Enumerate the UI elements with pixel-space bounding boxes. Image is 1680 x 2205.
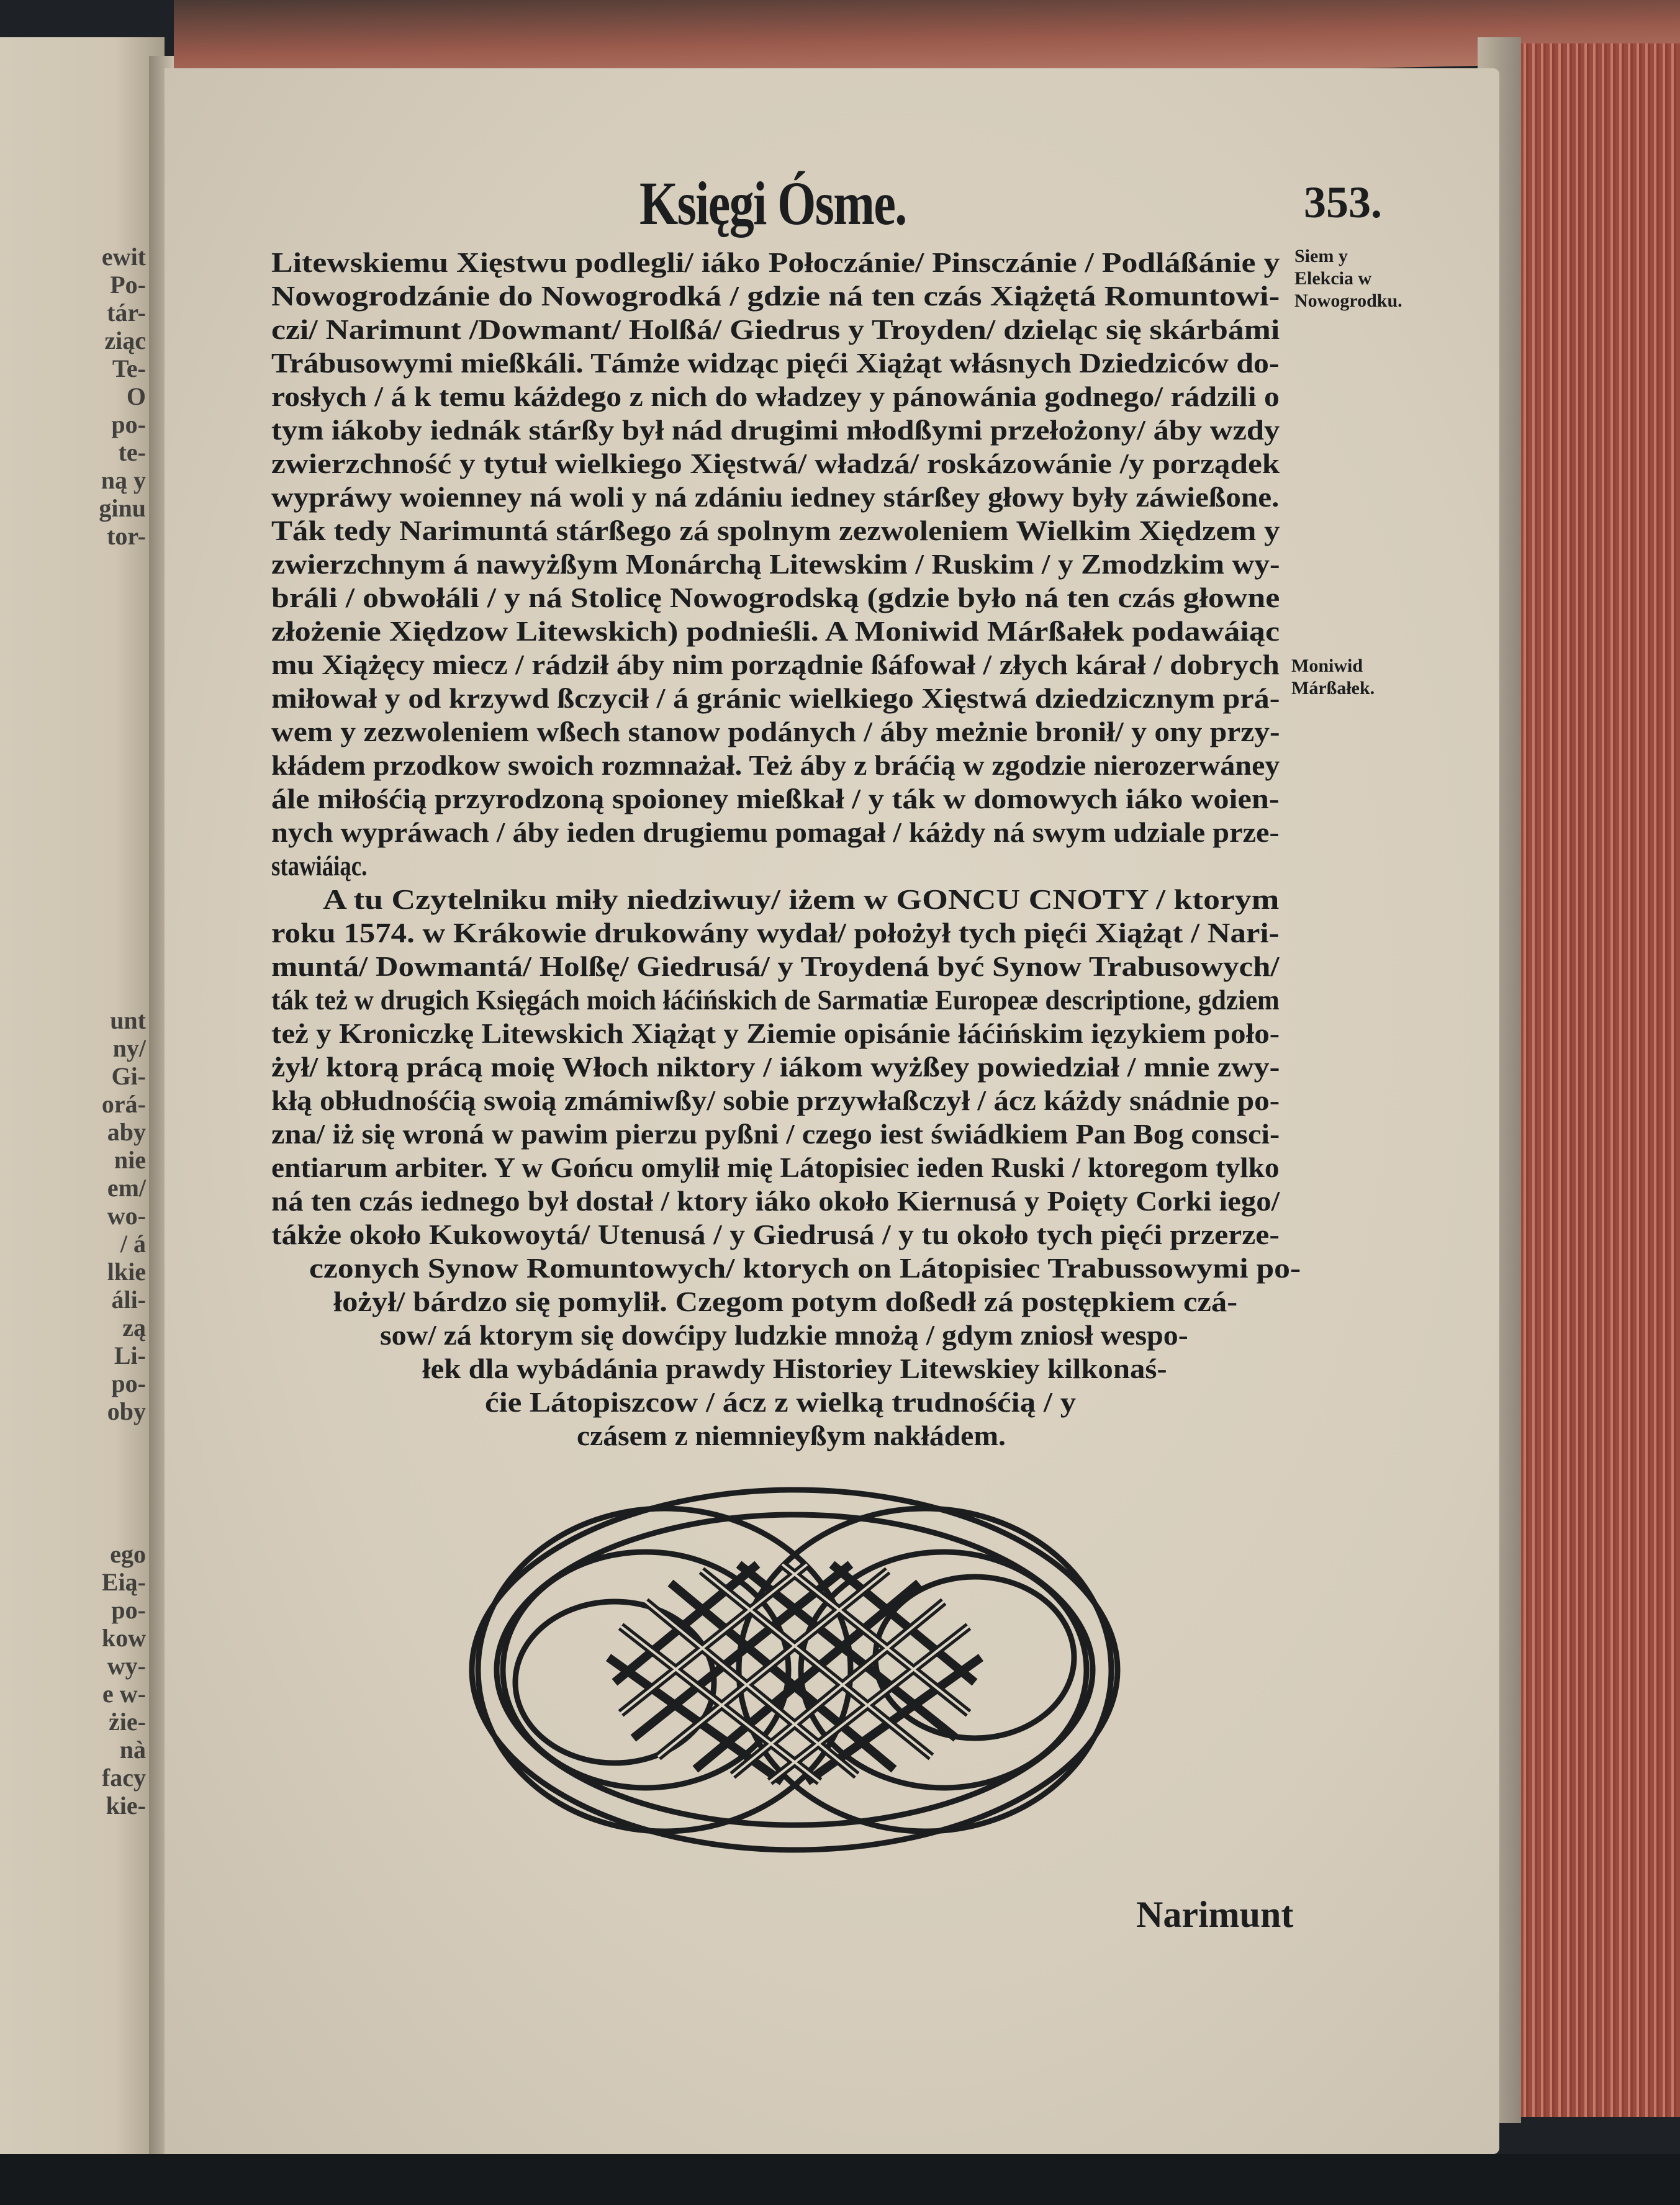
left-page-fragment: orá- <box>101 1090 146 1118</box>
text-line: bráli / obwołáli / y ná Stolicę Nowogrodską (gdzie było ná ten czás głowne <box>271 582 1280 613</box>
left-page-fragment: oby <box>107 1397 146 1425</box>
margin-note: Siem y Elekcia w Nowogrodku. <box>1294 246 1402 311</box>
left-page-fragment: O <box>126 382 146 410</box>
left-page-fragment: ną y <box>101 466 146 494</box>
left-page-fragment: unt <box>110 1006 146 1034</box>
left-page-fragment: áli- <box>111 1286 146 1314</box>
left-page-fragment: kie- <box>106 1792 146 1819</box>
left-page-fragment: te- <box>118 438 146 466</box>
text-line: muntá/ Dowmantá/ Holßę/ Giedrusá/ y Troydená być Synow Trabusowych/ <box>271 950 1280 982</box>
left-page-fragment: / á <box>120 1230 146 1258</box>
catchword: Narimunt <box>1136 1894 1294 1935</box>
left-page-fragment: ewit <box>101 243 146 271</box>
left-page-fragment: Po- <box>110 271 146 299</box>
left-page-fragment: Gi- <box>111 1062 146 1090</box>
text-line: tákże około Kukowoytá/ Utenusá / y Giedrusá / y tu około tych pięći przerze- <box>271 1219 1280 1250</box>
text-line: Litewskiemu Xięstwu podlegli/ iáko Połoczánie/ Pinsczánie / Podláßánie y <box>271 246 1280 278</box>
text-line: roku 1574. w Krákowie drukowány wydał/ położył tych pięći Xiążąt / Nari- <box>271 917 1280 949</box>
left-page-fragment: ny/ <box>112 1034 146 1062</box>
text-line: entiarum arbiter. Y w Gońcu omylił mię Látopisiec ieden Ruski / ktoregom tylko <box>271 1152 1280 1183</box>
left-page-fragment: ego <box>110 1540 146 1568</box>
text-line: zwierzchnym á nawyżßym Monárchą Litewskim / Ruskim / y Zmodzkim wy- <box>271 548 1280 580</box>
text-line: łek dla wybádánia prawdy Historiey Litewskiey kilkonaś- <box>422 1353 1167 1384</box>
left-page-fragment: tor- <box>107 522 146 550</box>
left-page-fragment: e w- <box>102 1680 146 1708</box>
text-line: złożenie Xiędzow Litewskich) podnieśli. A Moniwid Márßałek podawáiąc <box>271 615 1280 647</box>
text-line: miłował y od krzywd ßczycił / á gránic wielkiego Xięstwá dziedzicznym prá- <box>271 682 1280 714</box>
text-line: Nowogrodzánie do Nowogrodká / gdzie ná ten czás Xiążętá Romuntowi- <box>271 280 1280 312</box>
left-page-fragment: po- <box>111 1369 146 1397</box>
left-page-fragment: żie- <box>109 1708 146 1736</box>
text-line: ták też w drugich Księgách moich łáćińskich de Sarmatiæ Europeæ descriptione, gdziem <box>271 984 1280 1016</box>
left-page-fragment: Li- <box>114 1341 146 1369</box>
left-page-fragment: em/ <box>107 1174 146 1202</box>
left-page-fragment: Eią- <box>101 1568 146 1596</box>
running-title: Księgi Ósme. <box>639 169 906 238</box>
text-line: zna/ iż się wroná w pawim pierzu pyßni / czego iest świádkiem Pan Bog consci- <box>271 1118 1280 1150</box>
left-page-fragment: ziąc <box>104 327 146 354</box>
left-page-fragment: tár- <box>107 299 146 327</box>
knot-ornament <box>459 1477 1130 1862</box>
text-line: łożył/ bárdzo się pomylił. Czegom potym doßedł zá postępkiem czá- <box>333 1286 1238 1317</box>
text-line: sow/ zá ktorym się dowćipy ludzkie mnożą / gdym zniosł wespo- <box>380 1319 1188 1351</box>
left-page-fragment: kow <box>101 1624 146 1652</box>
left-page <box>0 37 165 2160</box>
left-page-fragment: zą <box>122 1314 146 1341</box>
text-line: wem y zezwoleniem wßech stanow podánych / áby meżnie bronił/ y ony przy- <box>271 716 1280 747</box>
text-line: rosłych / á k temu káżdego z nich do władzey y pánowánia godnego/ rádzili o <box>271 381 1280 412</box>
page-number: 353. <box>1304 178 1382 227</box>
text-line: czi/ Narimunt /Dowmant/ Holßá/ Giedrus y Troyden/ dzieląc się skárbámi <box>271 313 1280 345</box>
left-page-fragment: wo- <box>107 1202 146 1230</box>
text-line: ále miłośćią przyrodzoną spoioney mießkał / y ták w domowych iáko woien- <box>271 783 1280 814</box>
left-page-fragment: lkie <box>107 1258 146 1286</box>
text-line: Ták tedy Narimuntá stárßego zá spolnym zezwoleniem Wielkim Xiędzem y <box>271 515 1280 546</box>
left-page-fragment: facy <box>101 1764 146 1792</box>
text-line: żył/ ktorą prácą moię Włoch niktory / iákom wyżßey powiedział / mnie zwy- <box>271 1051 1280 1083</box>
text-line: czásem z niemnieyßym nakłádem. <box>577 1420 1006 1451</box>
text-line: Trábusowymi mießkáli. Támże widząc pięći Xiążąt włásnych Dziedziców do- <box>271 347 1280 379</box>
text-line: wypráwy woienney ná woli y ná zdániu iedney stárßey głowy były záwießone. <box>271 481 1280 513</box>
left-page-fragment: Te- <box>112 354 146 382</box>
text-line: ćie Látopiszcow / ácz z wielką trudnośćią / y <box>485 1386 1077 1418</box>
text-line: mu Xiążęcy miecz / rádził áby nim porządnie ßáfował / złych kárał / dobrych <box>271 649 1280 680</box>
left-page-fragment: wy- <box>107 1652 146 1680</box>
background <box>0 2154 1680 2205</box>
left-page-fragment: nie <box>114 1146 146 1174</box>
left-page-fragment: po- <box>111 1596 146 1624</box>
text-line: A tu Czytelniku miły niedziwuy/ iżem w GONCU CNOTY / ktorym <box>323 883 1280 915</box>
text-line: ná ten czás iednego był dostał / ktory iáko około Kiernusá y Poięty Corki iego/ <box>271 1185 1280 1217</box>
text-line: stawiáiąc. <box>271 850 368 882</box>
text-line: też y Kroniczkę Litewskich Xiążąt y Ziemie opisánie łáćińskim ięzykiem poło- <box>271 1017 1280 1049</box>
margin-note: Moniwid Márßałek. <box>1291 656 1375 698</box>
text-line: kłą obłudnośćią swoią zmámiwßy/ sobie przywłaßczył / ácz káżdy snádnie po- <box>271 1084 1280 1116</box>
left-page-fragment: nà <box>119 1736 146 1764</box>
text-line: tym iákoby iednák stárßy był nád drugimi młodßymi przełożony/ áby wzdy <box>271 414 1280 446</box>
text-line: czonych Synow Romuntowych/ ktorych on Látopisiec Trabussowymi po- <box>309 1252 1301 1284</box>
left-page-fragment: ginu <box>99 494 146 522</box>
left-page-fragment: aby <box>107 1118 146 1146</box>
text-line: zwierzchność y tytuł wielkiego Xięstwá/ władzá/ roskázowánie /y porządek <box>271 448 1280 479</box>
text-line: nych wypráwach / áby ieden drugiemu pomagał / káżdy ná swym udziale prze- <box>271 816 1280 848</box>
left-page-fragment: po- <box>111 410 146 438</box>
page-edges <box>1502 43 1680 2117</box>
text-line: kłádem przodkow swoich rozmnażał. Też áby z bráćią w zgodzie nierozerwáney <box>271 749 1280 781</box>
